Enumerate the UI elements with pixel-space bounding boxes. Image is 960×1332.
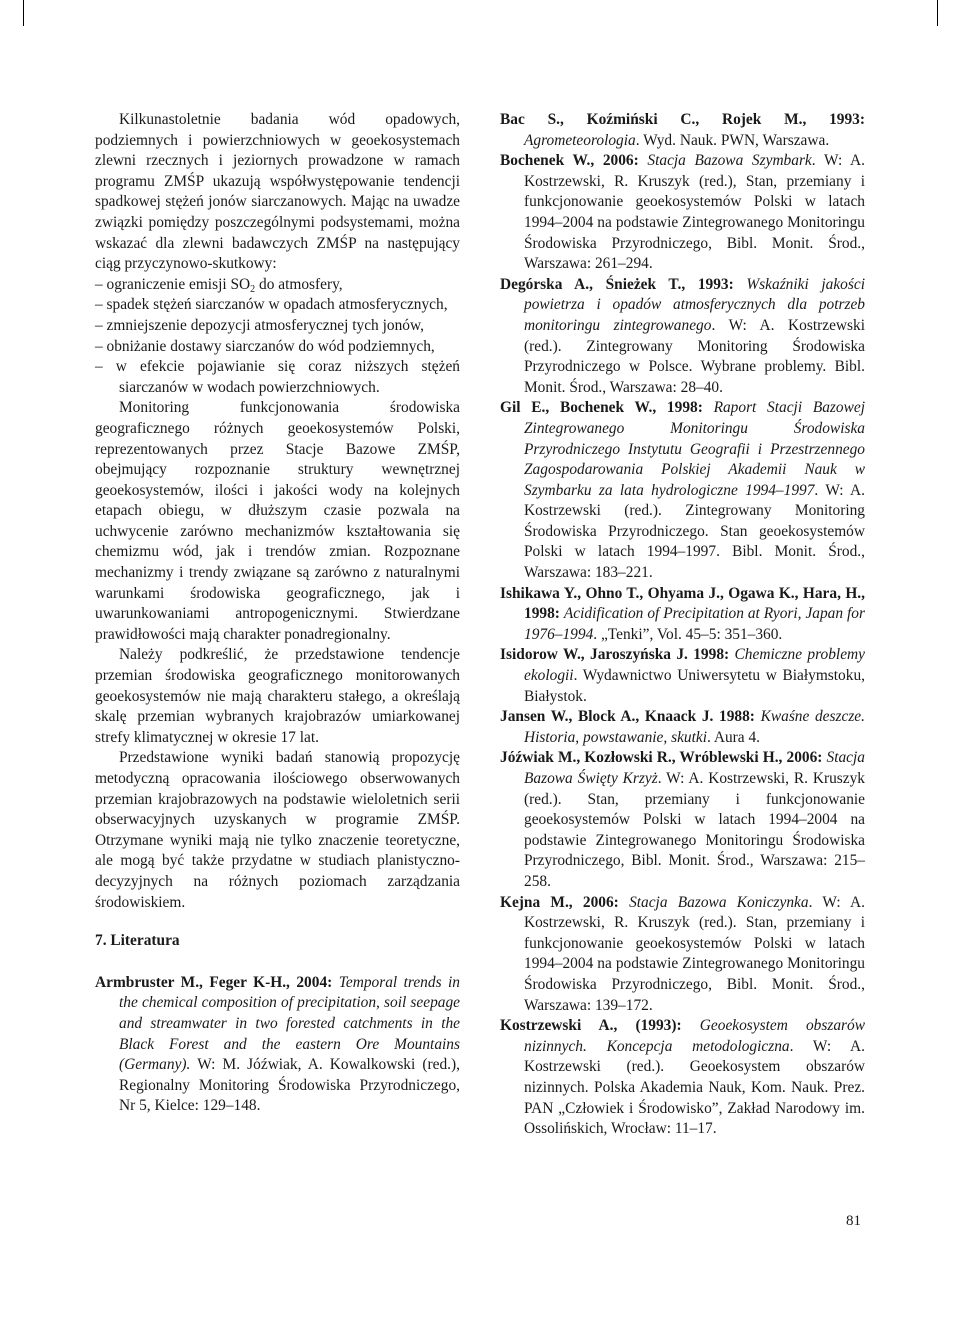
reference-entry: Ishikawa Y., Ohno T., Ohyama J., Ogawa K., Hara, H., 1998: Acidification of Precipitation at Ryori, Japan for 1976–1994. „Tenki”, Vol. 45–5: 351–360. bbox=[500, 584, 865, 643]
list-item: – w efekcie pojawianie się coraz niższych stężeń siarczanów w wodach powierzchniowych. bbox=[95, 358, 460, 396]
reference-entry: Armbruster M., Feger K-H., 2004: Temporal trends in the chemical composition of precipitation, soil seepage and streamwater in two forested catchments in the Black Forest and the eastern Ore Mountains (Germany). W: M. Jóźwiak, A. Kowalkowski (red.), Regionalny Monitoring Środowiska Przyrodniczego, Nr 5, Kielce: 129–148. bbox=[95, 973, 460, 1115]
reference-entry: Isidorow W., Jaroszyńska J. 1998: Chemiczne problemy ekologii. Wydawnictwo Uniwersytetu w Białymstoku, Białystok. bbox=[500, 646, 865, 705]
paragraph: Kilkunastoletnie badania wód opadowych, podziemnych i powierzchniowych w geoekosystemach zlewni rzecznych i jeziornych prowadzone w ramach programu ZMŚP ukazują współwystępowanie tendencji spadkowej stężeń jonów siarczanowych. Mając na uwadze związki pomiędzy poszczególnymi podsystemami, można wskazać dla zlewni badawczych ZMŚP na następujący ciąg przyczynowo-skutkowy: bbox=[95, 111, 460, 273]
crop-mark-left bbox=[23, 0, 24, 26]
section-heading: 7. Literatura bbox=[95, 932, 180, 950]
reference-entry: Gil E., Bochenek W., 1998: Raport Stacji Bazowej Zintegrowanego Monitoringu Środowiska Przyrodniczego Instytutu Geografii i Przestrzennego Zagospodarowania Polskiej Akademii Nauk w Szymbarku za lata hydrologiczne 1994–1997. W: A. Kostrzewski (red.). Zintegrowany Monitoring Środowiska Przyrodniczego. Stan geoekosystemów Polski w latach 1994–1997. Bibl. Monit. Środ., Warszawa: 183–221. bbox=[500, 399, 865, 582]
reference-entry: Bac S., Koźmiński C., Rojek M., 1993: Agrometeorologia. Wyd. Nauk. PWN, Warszawa. bbox=[500, 111, 865, 149]
reference-entry: Bochenek W., 2006: Stacja Bazowa Szymbark. W: A. Kostrzewski, R. Kruszyk (red.), Stan, przemiany i funkcjonowanie geoekosystemów Polski w latach 1994–2004 na podstawie Zintegrowanego Monitoringu Środowiska Przyrodniczego, Bibl. Monit. Środ., Warszawa: 261–294. bbox=[500, 152, 866, 273]
list-item: – obniżanie dostawy siarczanów do wód podziemnych, bbox=[95, 337, 435, 355]
paragraph: Należy podkreślić, że przedstawione tendencje przemian środowiska geograficznego monitorowanych geoekosystemów nie mają charakteru stałego, a określają skalę przemian wybranych krajobrazów umiarkowanej strefy klimatycznej w okresie 17 lat. bbox=[95, 646, 460, 746]
paragraph: Przedstawione wyniki badań stanowią propozycję metodyczną opracowania ilościowego obserwowanych przemian krajobrazowych na podstawie wieloletnich serii obserwacyjnych uzyskanych w programie ZMŚP. Otrzymane wyniki mają nie tylko znaczenie teoretyczne, ale mogą być także przydatne w studiach planistyczno-decyzyjnych na różnych poziomach zarządzania środowiskiem. bbox=[95, 749, 460, 911]
reference-entry: Degórska A., Śnieżek T., 1993: Wskaźniki jakości powietrza i opadów atmosferycznych dla potrzeb monitoringu zintegrowanego. W: A. Kostrzewski (red.). Zintegrowany Monitoring Środowiska Przyrodniczego w Polsce. Wybrane problemy. Bibl. Monit. Środ., Warszawa: 28–40. bbox=[500, 275, 865, 396]
list-item: – zmniejszenie depozycji atmosferycznej tych jonów, bbox=[95, 316, 424, 334]
reference-entry: Kostrzewski A., (1993): Geoekosystem obszarów nizinnych. Koncepcja metodologiczna. W: A. Kostrzewski (red.). Geoekosystem obszarów nizinnych. Polska Akademia Nauk, Kom. Nauk. Prez. PAN „Człowiek i Środowisko”, Zakład Narodowy im. Ossolińskich, Wrocław: 11–17. bbox=[500, 1017, 866, 1138]
list-item: – ograniczenie emisji $SO_2$ do atmosfery, bbox=[95, 275, 343, 295]
crop-mark-right bbox=[937, 0, 938, 26]
reference-entry: Kejna M., 2006: Stacja Bazowa Koniczynka. W: A. Kostrzewski, R. Kruszyk (red.). Stan, przemiany i funkcjonowanie geoekosystemów Polski w latach 1994–2004 na podstawie Zintegrowanego Monitoringu Środowiska Przyrodniczego, Bibl. Monit. Środ., Warszawa: 139–172. bbox=[500, 893, 865, 1014]
paragraph: Monitoring funkcjonowania środowiska geograficznego różnych geoekosystemów Polski, reprezentowanych przez Stacje Bazowe ZMŚP, obejmujący rozpoznanie struktury wewnętrznej geoekosystemów, ilości i jakości wody na kolejnych etapach obiegu, w dłuższym czasie pozwala na uchwycenie zarówno mechanizmów kształtowania się chemizmu wód, jak i trendów zmian. Rozpoznane mechanizmy i trendy związane są zarówno z naturalnymi warunkami środowiska geograficznego, jak i uwarunkowaniami antropogenicznymi. Stwierdzane prawidłowości mają charakter ponadregionalny. bbox=[95, 399, 460, 643]
left-column bbox=[95, 110, 460, 1117]
reference-entry: Jansen W., Block A., Knaack J. 1988: Kwaśne deszcze. Historia, powstawanie, skutki. Aura 4. bbox=[500, 708, 865, 746]
list-item: – spadek stężeń siarczanów w opadach atmosferycznych, bbox=[95, 296, 448, 314]
reference-entry: Jóźwiak M., Kozłowski R., Wróblewski H., 2006: Stacja Bazowa Święty Krzyż. W: A. Kostrzewski, R. Kruszyk (red.). Stan, przemiany i funkcjonowanie geoekosystemów Polski w latach 1994–2004 na podstawie Zintegrowanego Monitoringu Środowiska Przyrodniczego, Bibl. Monit. Środ., Warszawa: 215–258. bbox=[500, 749, 865, 890]
cause-effect-list bbox=[95, 275, 460, 399]
right-column bbox=[500, 110, 865, 1140]
page-number: 81 bbox=[846, 1213, 861, 1229]
